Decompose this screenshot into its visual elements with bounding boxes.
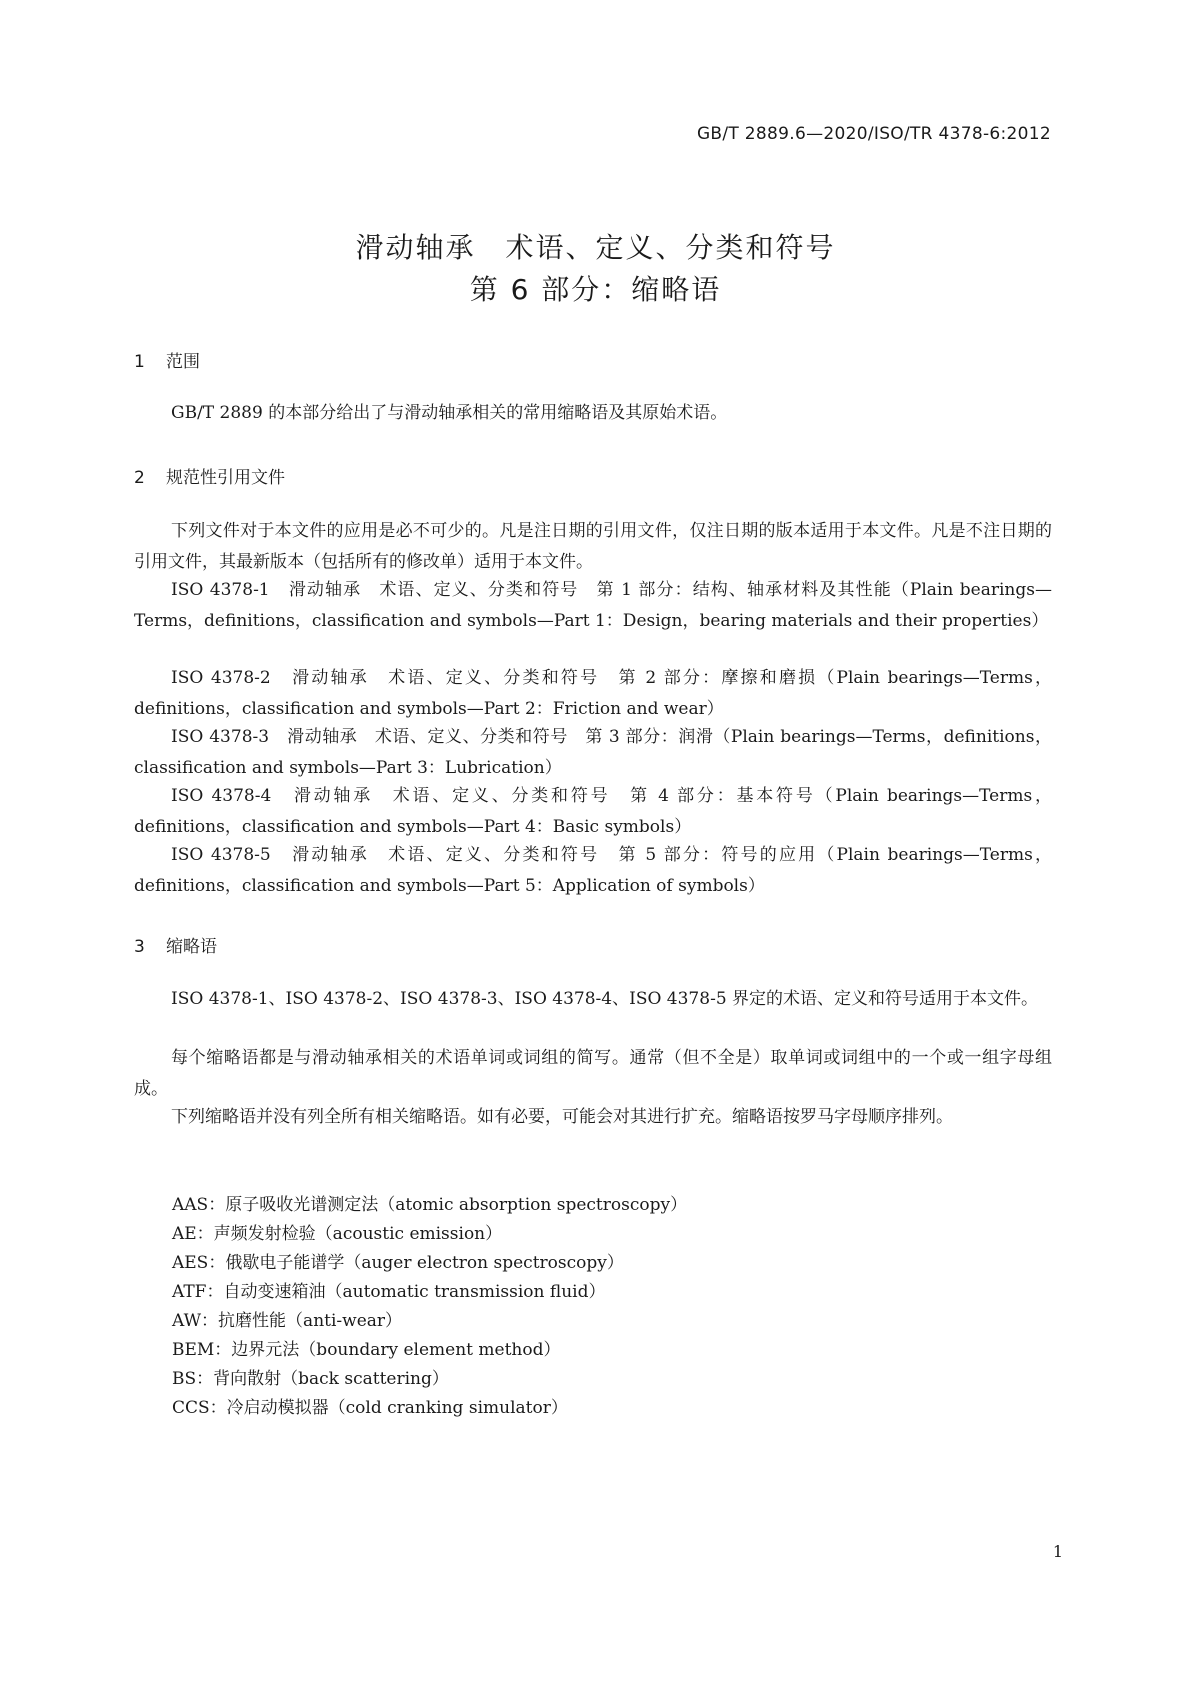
- section-number: 3: [134, 937, 145, 957]
- section-2-heading: [134, 463, 285, 488]
- reference-iso-4378-4: ISO 4378-4 滑动轴承 术语、定义、分类和符号 第 4 部分：基本符号（Plain bearings—Terms，definitions，classification and symbols—Part 4：Basic symbols）: [134, 786, 1052, 837]
- section-2-paragraph: 下列文件对于本文件的应用是必不可少的。凡是注日期的引用文件，仅注日期的版本适用于本文件。凡是不注日期的引用文件，其最新版本（包括所有的修改单）适用于本文件。: [134, 521, 1052, 572]
- reference-iso-4378-2: ISO 4378-2 滑动轴承 术语、定义、分类和符号 第 2 部分：摩擦和磨损（Plain bearings—Terms，definitions，classification and symbols—Part 2：Friction and wear）: [134, 668, 1052, 719]
- section-1-heading: [134, 347, 200, 372]
- page-number: 1: [1052, 1542, 1063, 1561]
- section-3-paragraph-2: 每个缩略语都是与滑动轴承相关的术语单词或词组的简写。通常（但不全是）取单词或词组中的一个或一组字母组成。: [134, 1048, 1052, 1099]
- abbreviation-item: AE：声频发射检验（acoustic emission）: [172, 1224, 503, 1244]
- section-number: 2: [134, 468, 145, 488]
- abbreviation-item: AES：俄歇电子能谱学（auger electron spectroscopy）: [172, 1253, 624, 1273]
- section-number: 1: [134, 352, 145, 372]
- reference-iso-4378-3: ISO 4378-3 滑动轴承 术语、定义、分类和符号 第 3 部分：润滑（Plain bearings—Terms，definitions，classification and symbols—Part 3：Lubrication）: [134, 727, 1052, 778]
- title-line-2: 第 6 部分：缩略语: [469, 273, 722, 306]
- section-title: 范围: [166, 352, 200, 372]
- abbreviation-item: AW：抗磨性能（anti-wear）: [172, 1311, 403, 1331]
- reference-iso-4378-5: ISO 4378-5 滑动轴承 术语、定义、分类和符号 第 5 部分：符号的应用（Plain bearings—Terms，definitions，classification and symbols—Part 5：Application of symbols）: [134, 845, 1052, 896]
- section-title: 缩略语: [166, 937, 217, 957]
- abbreviation-item: CCS：冷启动模拟器（cold cranking simulator）: [172, 1398, 568, 1418]
- abbreviation-item: ATF：自动变速箱油（automatic transmission fluid）: [172, 1282, 606, 1302]
- reference-iso-4378-1: ISO 4378-1 滑动轴承 术语、定义、分类和符号 第 1 部分：结构、轴承材料及其性能（Plain bearings—Terms，definitions，classification and symbols—Part 1：Design，bearing materials and their properties）: [134, 580, 1052, 631]
- section-3-paragraph-1: ISO 4378-1、ISO 4378-2、ISO 4378-3、ISO 4378-4、ISO 4378-5 界定的术语、定义和符号适用于本文件。: [171, 989, 1039, 1009]
- section-1-paragraph: GB/T 2889 的本部分给出了与滑动轴承相关的常用缩略语及其原始术语。: [171, 403, 728, 423]
- abbreviation-item: AAS：原子吸收光谱测定法（atomic absorption spectroscopy）: [172, 1195, 688, 1215]
- section-3-heading: [134, 932, 217, 957]
- abbreviation-item: BS：背向散射（back scattering）: [172, 1369, 449, 1389]
- standard-code: GB/T 2889.6—2020/ISO/TR 4378-6:2012: [696, 124, 1051, 144]
- abbreviation-item: BEM：边界元法（boundary element method）: [172, 1340, 561, 1360]
- section-3-paragraph-3: 下列缩略语并没有列全所有相关缩略语。如有必要，可能会对其进行扩充。缩略语按罗马字母顺序排列。: [171, 1107, 953, 1127]
- section-title: 规范性引用文件: [166, 468, 285, 488]
- title-line-1: 滑动轴承 术语、定义、分类和符号: [355, 231, 836, 264]
